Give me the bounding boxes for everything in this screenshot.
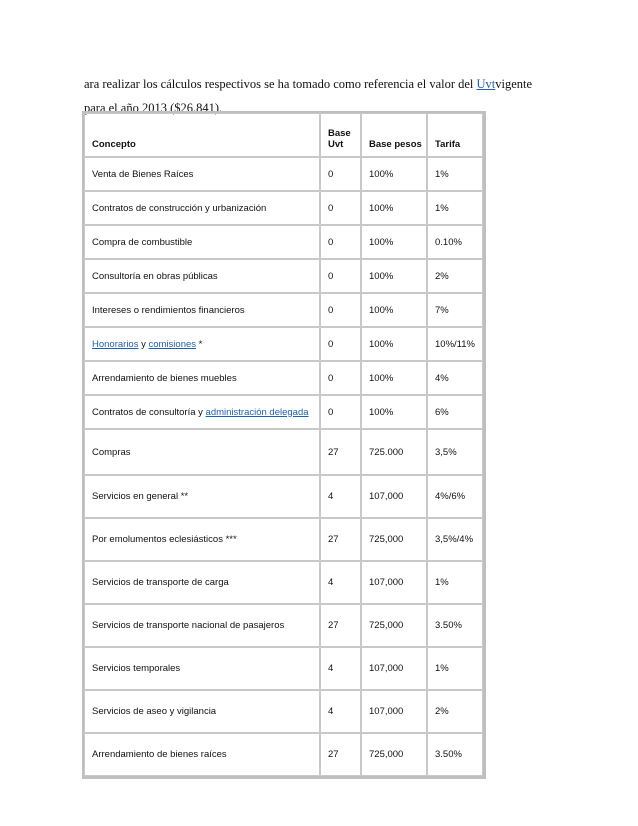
cell-tarifa: 10%/11%: [427, 327, 483, 361]
cell-tarifa: 1%: [427, 191, 483, 225]
cell-base-uvt: 27: [320, 518, 361, 561]
comisiones-link[interactable]: comisiones: [148, 338, 197, 350]
cell-concepto: Servicios de transporte de carga: [84, 561, 320, 604]
table-row: [84, 690, 483, 733]
table-row: [84, 157, 483, 191]
cell-base-uvt: 27: [320, 604, 361, 647]
concepto-footnote-mark: *: [196, 338, 203, 350]
table-header-row: [84, 113, 483, 157]
cell-base-uvt: 0: [320, 259, 361, 293]
cell-concepto: [84, 327, 320, 361]
cell-base-uvt: 0: [320, 293, 361, 327]
cell-tarifa: 4%: [427, 361, 483, 395]
table-row: [84, 191, 483, 225]
cell-concepto: Arrendamiento de bienes muebles: [84, 361, 320, 395]
header-concepto: Concepto: [84, 113, 320, 157]
header-base-uvt-line2: Uvt: [328, 139, 344, 150]
cell-base-pesos: 100%: [361, 361, 427, 395]
honorarios-link[interactable]: Honorarios: [92, 338, 139, 350]
cell-base-pesos: 100%: [361, 293, 427, 327]
cell-tarifa: 3,5%/4%: [427, 518, 483, 561]
table-row: [84, 604, 483, 647]
cell-tarifa: 4%/6%: [427, 475, 483, 518]
table-row: [84, 647, 483, 690]
cell-concepto: Servicios de aseo y vigilancia: [84, 690, 320, 733]
cell-tarifa: 3,5%: [427, 429, 483, 475]
cell-base-uvt: 0: [320, 327, 361, 361]
cell-base-uvt: 0: [320, 157, 361, 191]
retention-rates-table: [82, 111, 486, 779]
administracion-delegada-link[interactable]: administración delegada: [205, 406, 309, 418]
table-row: [84, 327, 483, 361]
cell-tarifa: 2%: [427, 690, 483, 733]
cell-tarifa: 1%: [427, 647, 483, 690]
cell-tarifa: 1%: [427, 157, 483, 191]
cell-base-pesos: 100%: [361, 327, 427, 361]
cell-base-pesos: 725,000: [361, 604, 427, 647]
cell-base-uvt: 27: [320, 429, 361, 475]
table-row: [84, 518, 483, 561]
table-row: [84, 361, 483, 395]
cell-base-pesos: 107,000: [361, 561, 427, 604]
cell-base-uvt: 0: [320, 361, 361, 395]
cell-concepto: Consultoría en obras públicas: [84, 259, 320, 293]
table-row: [84, 475, 483, 518]
cell-base-pesos: 107,000: [361, 690, 427, 733]
cell-concepto: Venta de Bienes Raíces: [84, 157, 320, 191]
table-row: [84, 561, 483, 604]
cell-concepto: [84, 395, 320, 429]
uvt-link[interactable]: Uvt: [476, 77, 496, 91]
table-row: [84, 293, 483, 327]
cell-base-pesos: 725,000: [361, 518, 427, 561]
cell-base-uvt: 4: [320, 475, 361, 518]
cell-base-uvt: 0: [320, 191, 361, 225]
cell-concepto: Servicios de transporte nacional de pasajeros: [84, 604, 320, 647]
cell-concepto: Contratos de construcción y urbanización: [84, 191, 320, 225]
cell-tarifa: 2%: [427, 259, 483, 293]
cell-concepto: Arrendamiento de bienes raíces: [84, 733, 320, 776]
cell-tarifa: 3.50%: [427, 604, 483, 647]
cell-concepto: Servicios temporales: [84, 647, 320, 690]
cell-base-pesos: 100%: [361, 259, 427, 293]
cell-tarifa: 6%: [427, 395, 483, 429]
header-base-uvt: [320, 113, 361, 157]
cell-base-pesos: 725,000: [361, 733, 427, 776]
cell-concepto: Compra de combustible: [84, 225, 320, 259]
cell-concepto: Compras: [84, 429, 320, 475]
cell-base-uvt: 4: [320, 561, 361, 604]
table-row: [84, 259, 483, 293]
cell-base-pesos: 100%: [361, 395, 427, 429]
cell-base-pesos: 100%: [361, 191, 427, 225]
table-row: [84, 395, 483, 429]
table-row: [84, 429, 483, 475]
cell-base-uvt: 4: [320, 690, 361, 733]
table-row: [84, 733, 483, 776]
cell-base-pesos: 107,000: [361, 647, 427, 690]
cell-base-uvt: 0: [320, 225, 361, 259]
cell-tarifa: 0.10%: [427, 225, 483, 259]
cell-tarifa: 7%: [427, 293, 483, 327]
concepto-text: Contratos de consultoría y: [92, 406, 206, 418]
header-base-pesos: Base pesos: [361, 113, 427, 157]
intro-text-start: ara realizar los cálculos respectivos se ha tomado como referencia el valor del: [84, 77, 477, 91]
cell-base-uvt: 4: [320, 647, 361, 690]
cell-tarifa: 1%: [427, 561, 483, 604]
cell-concepto: Por emolumentos eclesiásticos ***: [84, 518, 320, 561]
cell-base-uvt: 27: [320, 733, 361, 776]
table-row: [84, 225, 483, 259]
cell-base-uvt: 0: [320, 395, 361, 429]
header-base-uvt-line1: Base: [328, 128, 351, 139]
cell-concepto: Intereses o rendimientos financieros: [84, 293, 320, 327]
cell-base-pesos: 100%: [361, 225, 427, 259]
intro-text-end: vigente para el año 2013 ($26.841).: [84, 77, 533, 115]
header-tarifa: Tarifa: [427, 113, 483, 157]
cell-base-pesos: 107,000: [361, 475, 427, 518]
cell-concepto: Servicios en general **: [84, 475, 320, 518]
cell-base-pesos: 725.000: [361, 429, 427, 475]
concepto-conjunction: y: [138, 338, 149, 350]
cell-tarifa: 3.50%: [427, 733, 483, 776]
cell-base-pesos: 100%: [361, 157, 427, 191]
